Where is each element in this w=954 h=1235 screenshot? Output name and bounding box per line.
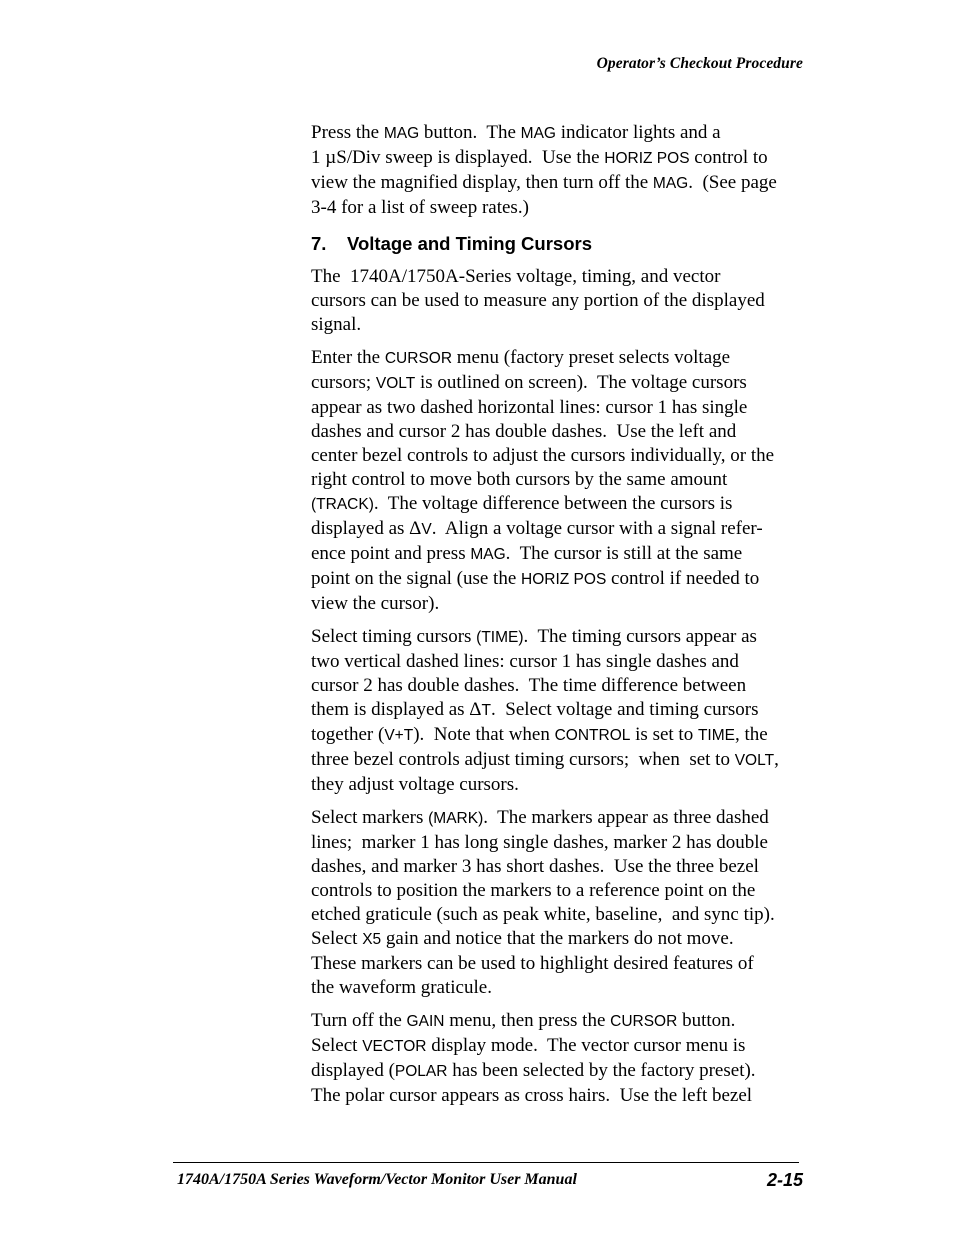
footer-manual-title: 1740A/1750A Series Waveform/Vector Monitor User Manual xyxy=(177,1171,577,1188)
control-label: POLAR xyxy=(394,1063,448,1080)
section-heading xyxy=(311,232,821,256)
control-label: MAG xyxy=(470,546,506,563)
control-label: GAIN xyxy=(406,1013,445,1030)
control-label: MAG xyxy=(520,125,556,142)
footer-rule xyxy=(173,1162,799,1163)
control-label: CURSOR xyxy=(384,350,453,367)
control-label: X5 xyxy=(362,931,382,948)
control-label: VECTOR xyxy=(362,1038,427,1055)
paragraph-markers: Select markers (MARK). The markers appear as three dashed lines; marker 1 has long single dashes, marker 2 has double dashes, and marker 3 has short dashes. Use the three bezel controls to position the markers to a reference point on the etched graticule (such as peak white, baseline, and sync tip). Select X5 gain and notice that the markers do not move. These markers can be used to highlight desired features of the waveform graticule. xyxy=(311,807,775,998)
control-label: MAG xyxy=(383,125,420,142)
paragraph-timing-cursors: Select timing cursors (TIME). The timing cursors appear as two vertical dashed lines: cursor 1 has single dashes and cursor 2 has double dashes. The time difference between them is displayed as ΔT. Select voltage and timing cursors together (V+T). Note that when CONTROL is set to TIME, the three bezel controls adjust timing cursors; when set to VOLT, they adjust voltage cursors. xyxy=(311,626,779,795)
paragraph-cursors-intro: The 1740A/1750A-Series voltage, timing, and vector cursors can be used to measure any portion of the displayed signal. xyxy=(311,266,765,335)
footer-page-number: 2-15 xyxy=(766,1170,803,1190)
control-label: HORIZ POS xyxy=(521,571,607,588)
section-title: Voltage and Timing Cursors xyxy=(347,233,592,254)
control-label: V+T xyxy=(384,727,414,744)
control-label: (TRACK) xyxy=(311,496,374,513)
page-body xyxy=(311,121,821,1117)
control-label: V xyxy=(421,521,432,538)
section-number: 7. xyxy=(311,233,327,254)
control-label: MAG xyxy=(652,175,689,192)
control-label: VOLT xyxy=(375,375,416,392)
control-label: VOLT xyxy=(734,752,775,769)
paragraph-mag-instructions: Press the MAG button. The MAG indicator lights and a 1 µS/Div sweep is displayed. Use the HORIZ POS control to view the magnified display, then turn off the MAG. (See page 3-4 for a list of sweep rates.) xyxy=(311,122,777,218)
paragraph-voltage-cursors: Enter the CURSOR menu (factory preset selects voltage cursors; VOLT is outlined on screen). The voltage cursors appear as two dashed horizontal lines: cursor 1 has single dashes and cursor 2 has double dashes. Use the left and center bezel controls to adjust the cursors individually, or the right control to move both cursors by the same amount (TRACK). The voltage difference between the cursors is displayed as ΔV. Align a voltage cursor with a signal refer- ence point and press MAG. The cursor is still at the same point on the signal (use the HORIZ POS control if needed to view the cursor). xyxy=(311,347,775,614)
control-label: CONTROL xyxy=(554,727,631,744)
paragraph-vector-cursor: Turn off the GAIN menu, then press the CURSOR button. Select VECTOR display mode. The vector cursor menu is displayed (POLAR has been selected by the factory preset). The polar cursor appears as cross hairs. Use the left bezel xyxy=(311,1010,756,1106)
control-label: (TIME) xyxy=(476,629,524,646)
control-label: CURSOR xyxy=(610,1013,678,1030)
control-label: T xyxy=(481,702,491,719)
control-label: HORIZ POS xyxy=(604,150,690,167)
running-header: Operator’s Checkout Procedure xyxy=(596,55,803,72)
control-label: (MARK) xyxy=(428,810,484,827)
control-label: TIME xyxy=(697,727,735,744)
